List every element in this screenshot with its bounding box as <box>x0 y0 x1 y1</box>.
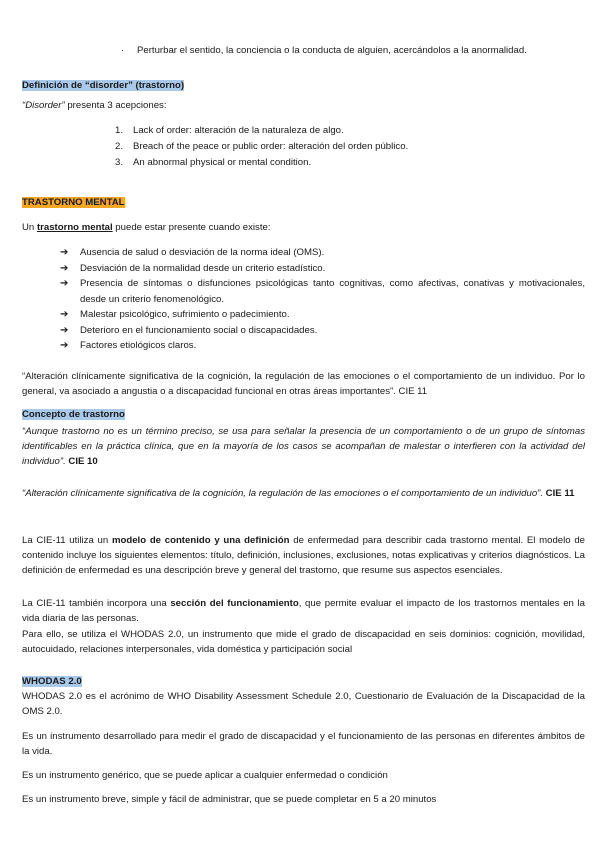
list-item <box>115 139 575 155</box>
text-run: de enfermedad para describir cada trastorno mental. El modelo de contenido incluye los siguientes elementos: título, definición, inclusiones, exclusiones, notas explicativas y criterios diagnósticos. La definición de enfermedad es una descripción breve y general del trastorno, que resume sus aspectos esenciales. <box>22 535 585 576</box>
cie-paragraph-3 <box>22 627 585 657</box>
text-run: Para ello, se utiliza el WHODAS 2.0, un instrumento que mide el grado de discapacidad en seis dominios: cognición, movilidad, autocuidado, relaciones interpersonales, vida doméstica y participación social <box>22 629 585 655</box>
list-number: 2. <box>115 141 124 152</box>
concept-heading <box>22 407 585 422</box>
text-run-bold: sección del funcionamiento <box>170 598 299 609</box>
mental-criteria-list <box>60 245 585 354</box>
list-item <box>115 123 575 139</box>
list-text: Presencia de síntomas o disfunciones psicológicas tanto cognitivas, como afectivas, conativas y motivacionales, desde un criterio fenomenológico. <box>80 278 585 305</box>
list-number: 3. <box>115 157 124 168</box>
text-run: La CIE-11 también incorpora una <box>22 598 171 609</box>
mental-intro <box>22 220 585 235</box>
mental-intro-post: puede estar presente cuando existe: <box>112 222 271 233</box>
concept-quote-1-text: “Aunque trastorno no es un término preciso, se usa para señalar la presencia de un comportamiento o de un grupo de síntomas identificables en la práctica clínica, que en la mayoría de los casos se acompañan de malestar o interfieren con la actividad del individuo”. <box>22 426 585 467</box>
list-text: An abnormal physical or mental condition. <box>133 157 312 168</box>
concept-quote-2-text: “Alteración clínicamente significativa de la cognición, la regulación de las emociones o el comportamiento de un individuo”. <box>22 488 544 499</box>
concept-quote-1 <box>22 424 585 469</box>
whodas-heading-text: WHODAS 2.0 <box>22 676 82 687</box>
list-item <box>60 261 585 277</box>
list-text: Desviación de la normalidad desde un criterio estadístico. <box>80 262 326 274</box>
text-run: Es un instrumento genérico, que se puede aplicar a cualquier enfermedad o condición <box>22 770 388 781</box>
mental-heading-text: TRASTORNO MENTAL <box>22 197 125 208</box>
disorder-intro-rest: presenta 3 acepciones: <box>64 100 167 111</box>
list-text: Deterioro en el funcionamiento social o discapacidades. <box>80 324 318 336</box>
cie-paragraph-1 <box>22 533 585 578</box>
list-text: Factores etiológicos claros. <box>80 340 197 351</box>
whodas-paragraph-4 <box>22 792 585 807</box>
top-bullet-text: Perturbar el sentido, la conciencia o la conducta de alguien, acercándolos a la anormalidad. <box>137 45 527 56</box>
list-text: Ausencia de salud o desviación de la norma ideal (OMS). <box>80 247 325 258</box>
list-item <box>60 276 585 307</box>
top-bullet <box>121 43 597 58</box>
list-item <box>60 245 585 261</box>
arrow-icon: ➔ <box>60 309 69 320</box>
whodas-paragraph-1 <box>22 689 585 719</box>
concept-quote-1-source: CIE 10 <box>65 456 98 467</box>
list-number: 1. <box>115 125 124 136</box>
text-run: WHODAS 2.0 es el acrónimo de WHO Disability Assessment Schedule 2.0, Cuestionario de Evaluación de la Discapacidad de la OMS 2.0. <box>22 691 585 717</box>
cie-paragraph-2 <box>22 596 585 626</box>
arrow-icon: ➔ <box>60 278 69 289</box>
bullet-dot: · <box>121 45 125 56</box>
list-item <box>60 307 585 323</box>
mental-intro-term: trastorno mental <box>36 222 113 233</box>
mental-quote-text: “Alteración clínicamente significativa de la cognición, la regulación de las emociones o el comportamiento de un individuo. Por lo general, va asociado a angustia o a discapacidad funcional en otras áreas importantes”. CIE 11 <box>22 371 585 397</box>
arrow-icon: ➔ <box>60 262 69 274</box>
whodas-heading <box>22 674 585 689</box>
mental-quote <box>22 369 585 399</box>
concept-quote-2-source: CIE 11 <box>543 488 575 499</box>
whodas-paragraph-2 <box>22 729 585 759</box>
concept-quote-2 <box>22 486 585 501</box>
disorder-intro-term: “Disorder” <box>22 100 65 111</box>
arrow-icon: ➔ <box>60 247 69 258</box>
text-run: La CIE-11 utiliza un <box>22 535 112 546</box>
disorder-heading <box>22 78 585 93</box>
mental-heading <box>22 195 585 210</box>
list-item <box>60 338 585 354</box>
list-text: Lack of order: alteración de la naturaleza de algo. <box>133 125 344 136</box>
whodas-paragraph-3 <box>22 768 585 783</box>
list-item <box>60 323 585 339</box>
text-run: , que permite evaluar el impacto de los trastornos mentales en la vida diaria de las personas. <box>22 598 586 624</box>
disorder-list <box>115 123 575 171</box>
mental-intro-pre: Un <box>22 222 37 233</box>
arrow-icon: ➔ <box>60 340 69 351</box>
text-run: Es un instrumento desarrollado para medir el grado de discapacidad y el funcionamiento de las personas en diferentes ámbitos de la vida. <box>22 731 585 757</box>
concept-heading-text: Concepto de trastorno <box>22 409 125 420</box>
arrow-icon: ➔ <box>60 324 69 336</box>
text-run: Es un instrumento breve, simple y fácil de administrar, que se puede completar en 5 a 20 minutos <box>22 794 437 805</box>
text-run-bold: modelo de contenido y una definición <box>111 535 290 546</box>
disorder-intro <box>22 98 585 113</box>
list-text: Malestar psicológico, sufrimiento o padecimiento. <box>80 309 290 320</box>
list-item <box>115 155 575 171</box>
list-text: Breach of the peace or public order: alteración del orden público. <box>133 141 409 152</box>
disorder-heading-text: Definición de “disorder” (trastorno) <box>22 80 185 91</box>
